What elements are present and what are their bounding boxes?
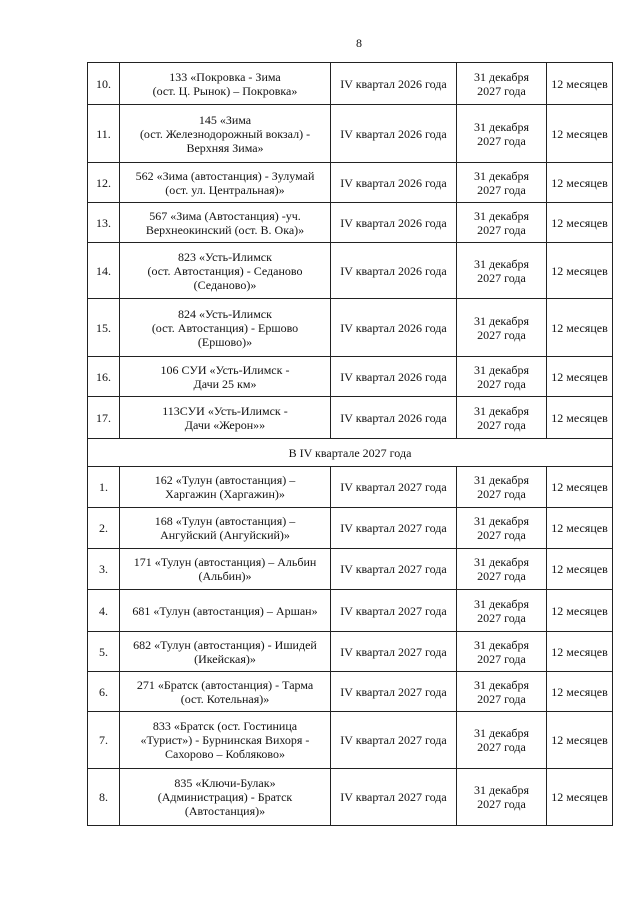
table-row [88,357,613,397]
start-period-cell: IV квартал 2027 года [331,769,457,826]
row-number: 1. [88,467,120,508]
route-cell: 562 «Зима (автостанция) - Зулумай (ост. ул. Центральная)» [120,163,331,203]
start-period-cell: IV квартал 2026 года [331,63,457,105]
end-date-cell: 31 декабря 2027 года [457,243,547,299]
row-number: 11. [88,105,120,163]
duration-cell: 12 месяцев [547,203,613,243]
route-cell: 567 «Зима (Автостанция) -уч. Верхнеокинский (ост. В. Ока)» [120,203,331,243]
route-cell: 682 «Тулун (автостанция) - Ишидей (Икейская)» [120,632,331,672]
start-period-cell: IV квартал 2026 года [331,203,457,243]
start-period-cell: IV квартал 2027 года [331,549,457,590]
table-row [88,243,613,299]
route-cell: 145 «Зима (ост. Железнодорожный вокзал) - Верхняя Зима» [120,105,331,163]
route-cell: 823 «Усть-Илимск (ост. Автостанция) - Седаново (Седаново)» [120,243,331,299]
start-period-cell: IV квартал 2027 года [331,712,457,769]
table-row [88,105,613,163]
start-period-cell: IV квартал 2026 года [331,163,457,203]
start-period-cell: IV квартал 2026 года [331,105,457,163]
route-cell: 133 «Покровка - Зима (ост. Ц. Рынок) – Покровка» [120,63,331,105]
end-date-cell: 31 декабря 2027 года [457,299,547,357]
duration-cell: 12 месяцев [547,63,613,105]
route-cell: 106 СУИ «Усть-Илимск - Дачи 25 км» [120,357,331,397]
end-date-cell: 31 декабря 2027 года [457,105,547,163]
end-date-cell: 31 декабря 2027 года [457,632,547,672]
end-date-cell: 31 декабря 2027 года [457,590,547,632]
start-period-cell: IV квартал 2027 года [331,508,457,549]
section-2027 [88,439,613,467]
routes-table [87,62,613,826]
row-number: 6. [88,672,120,712]
table-row [88,632,613,672]
table-row [88,467,613,508]
route-cell: 113СУИ «Усть-Илимск - Дачи «Жерон»» [120,397,331,439]
table-row [88,163,613,203]
row-number: 14. [88,243,120,299]
start-period-cell: IV квартал 2027 года [331,672,457,712]
duration-cell: 12 месяцев [547,712,613,769]
row-number: 13. [88,203,120,243]
route-cell: 168 «Тулун (автостанция) – Ангуйский (Ангуйский)» [120,508,331,549]
route-cell: 162 «Тулун (автостанция) – Харгажин (Харгажин)» [120,467,331,508]
row-number: 17. [88,397,120,439]
route-cell: 271 «Братск (автостанция) - Тарма (ост. Котельная)» [120,672,331,712]
table-row [88,299,613,357]
end-date-cell: 31 декабря 2027 года [457,397,547,439]
end-date-cell: 31 декабря 2027 года [457,769,547,826]
duration-cell: 12 месяцев [547,590,613,632]
rows-2027 [88,467,613,826]
row-number: 3. [88,549,120,590]
table-row [88,397,613,439]
row-number: 5. [88,632,120,672]
duration-cell: 12 месяцев [547,467,613,508]
row-number: 12. [88,163,120,203]
start-period-cell: IV квартал 2026 года [331,243,457,299]
row-number: 10. [88,63,120,105]
route-cell: 824 «Усть-Илимск (ост. Автостанция) - Ершово (Ершово)» [120,299,331,357]
rows-2026 [88,63,613,439]
end-date-cell: 31 декабря 2027 года [457,549,547,590]
duration-cell: 12 месяцев [547,243,613,299]
route-cell: 171 «Тулун (автостанция) – Альбин (Альбин)» [120,549,331,590]
route-cell: 835 «Ключи-Булак» (Администрация) - Братск (Автостанция)» [120,769,331,826]
page-number: 8 [356,36,362,50]
start-period-cell: IV квартал 2027 года [331,590,457,632]
route-cell: 833 «Братск (ост. Гостиница «Турист») - Бурнинская Вихоря - Сахорово – Кобляково» [120,712,331,769]
table-row [88,508,613,549]
duration-cell: 12 месяцев [547,105,613,163]
end-date-cell: 31 декабря 2027 года [457,357,547,397]
table-row [88,203,613,243]
end-date-cell: 31 декабря 2027 года [457,467,547,508]
table-row [88,549,613,590]
end-date-cell: 31 декабря 2027 года [457,712,547,769]
duration-cell: 12 месяцев [547,508,613,549]
end-date-cell: 31 декабря 2027 года [457,163,547,203]
section-heading-2027: В IV квартале 2027 года [88,439,613,467]
row-number: 8. [88,769,120,826]
duration-cell: 12 месяцев [547,163,613,203]
duration-cell: 12 месяцев [547,397,613,439]
route-cell: 681 «Тулун (автостанция) – Аршан» [120,590,331,632]
row-number: 4. [88,590,120,632]
table-row [88,672,613,712]
end-date-cell: 31 декабря 2027 года [457,203,547,243]
start-period-cell: IV квартал 2026 года [331,299,457,357]
start-period-cell: IV квартал 2026 года [331,397,457,439]
end-date-cell: 31 декабря 2027 года [457,63,547,105]
duration-cell: 12 месяцев [547,672,613,712]
table-row [88,769,613,826]
row-number: 2. [88,508,120,549]
row-number: 16. [88,357,120,397]
row-number: 7. [88,712,120,769]
table-row [88,63,613,105]
duration-cell: 12 месяцев [547,632,613,672]
duration-cell: 12 месяцев [547,299,613,357]
duration-cell: 12 месяцев [547,549,613,590]
row-number: 15. [88,299,120,357]
table-row [88,590,613,632]
end-date-cell: 31 декабря 2027 года [457,672,547,712]
end-date-cell: 31 декабря 2027 года [457,508,547,549]
start-period-cell: IV квартал 2027 года [331,632,457,672]
duration-cell: 12 месяцев [547,357,613,397]
start-period-cell: IV квартал 2027 года [331,467,457,508]
duration-cell: 12 месяцев [547,769,613,826]
start-period-cell: IV квартал 2026 года [331,357,457,397]
table-row [88,712,613,769]
